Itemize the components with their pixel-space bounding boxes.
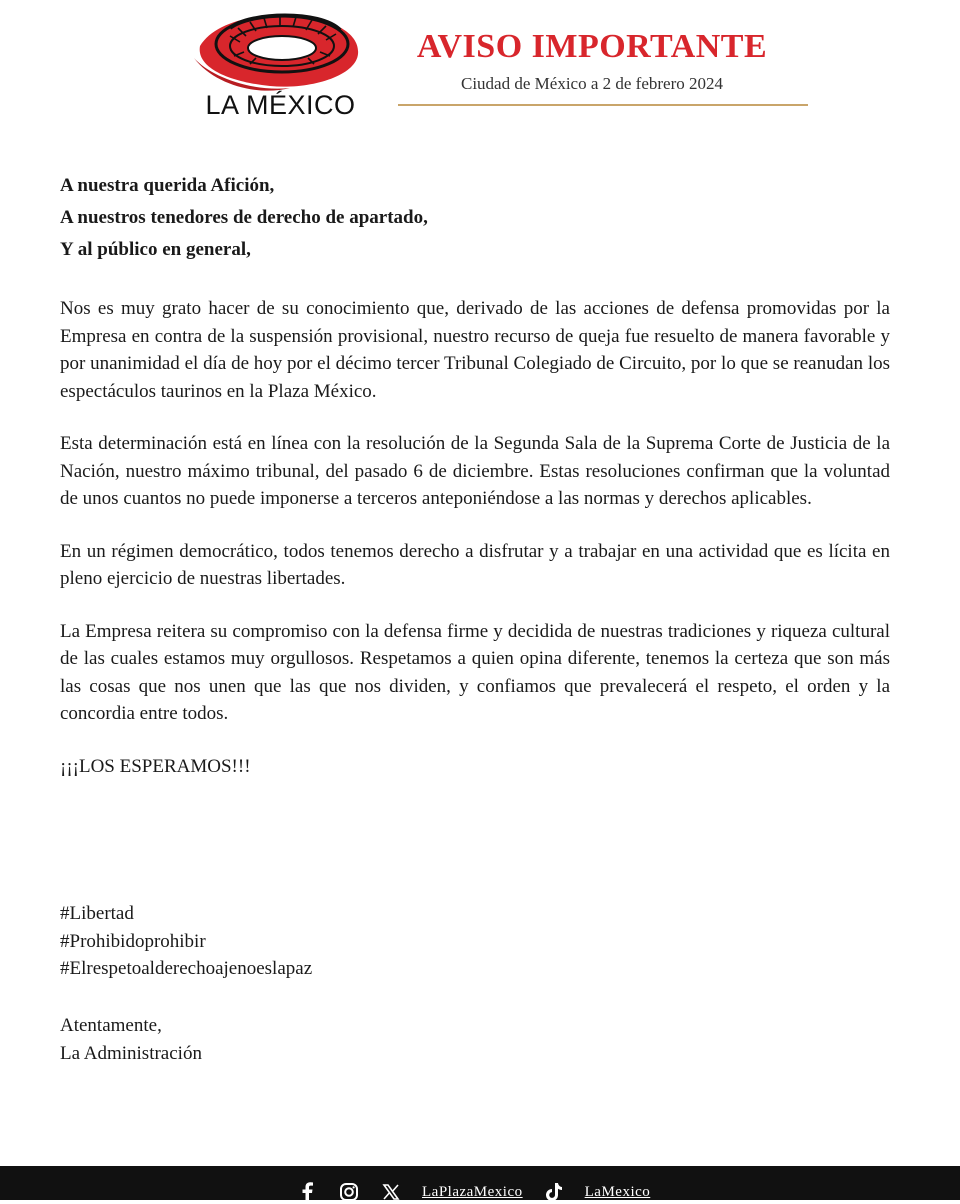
notice-title: AVISO IMPORTANTE xyxy=(416,28,768,65)
hashtag-list xyxy=(60,900,660,983)
paragraph: En un régimen democrático, todos tenemos derecho a disfrutar y a trabajar en una actividad que es lícita en pleno ejercicio de nuestras libertades. xyxy=(60,540,890,589)
header-divider xyxy=(398,104,808,106)
bullring-logo-icon xyxy=(190,6,370,96)
social-handle[interactable]: LaPlazaMexico xyxy=(422,1183,523,1200)
greeting-line: A nuestros tenedores de derecho de apartado, xyxy=(60,207,428,228)
signoff xyxy=(60,1012,660,1067)
greeting xyxy=(60,170,900,266)
dateline: Ciudad de México a 2 de febrero 2024 xyxy=(461,74,723,93)
signoff-signature: La Administración xyxy=(60,1042,202,1064)
social-handle[interactable]: LaMexico xyxy=(584,1183,651,1200)
hashtag: #Libertad xyxy=(60,903,134,924)
hashtag: #Elrespetoalderechoajenoeslapaz xyxy=(60,958,313,979)
paragraph: Esta determinación está en línea con la resolución de la Segunda Sala de la Suprema Corte de Justicia de la Nación, nuestro máximo tribunal, del pasado 6 de diciembre. Estas resoluciones confirman que la voluntad de unos cuantos no puede imponerse a terceros anteponiéndose a las normas y derechos aplicables. xyxy=(60,433,890,509)
footer-bar xyxy=(0,1166,960,1200)
hashtag: #Prohibidoprohibir xyxy=(60,930,206,952)
brand-name: LA MÉXICO xyxy=(205,90,356,120)
letter-body xyxy=(60,295,890,805)
closing-shout: ¡¡¡LOS ESPERAMOS!!! xyxy=(60,755,251,777)
paragraph: Nos es muy grato hacer de su conocimiento que, derivado de las acciones de defensa promovidas por la Empresa en contra de la suspensión provisional, nuestro recurso de queja fue resuelto de manera favorable y por unanimidad el día de hoy por el décimo tercer Tribunal Colegiado de Circuito, por lo que se reanudan los espectáculos taurinos en la Plaza México. xyxy=(60,298,890,402)
signoff-line: Atentamente, xyxy=(60,1015,162,1036)
greeting-line: A nuestra querida Afición, xyxy=(60,175,275,196)
greeting-line: Y al público en general, xyxy=(60,239,251,260)
paragraph: La Empresa reitera su compromiso con la defensa firme y decidida de nuestras tradiciones y riqueza cultural de las cuales estamos muy orgullosos. Respetamos a quien opina diferente, tenemos la certeza que son más las cosas que nos unen que las que nos dividen, y confiamos que prevalecerá el respeto, el orden y la concordia entre todos. xyxy=(60,620,890,724)
